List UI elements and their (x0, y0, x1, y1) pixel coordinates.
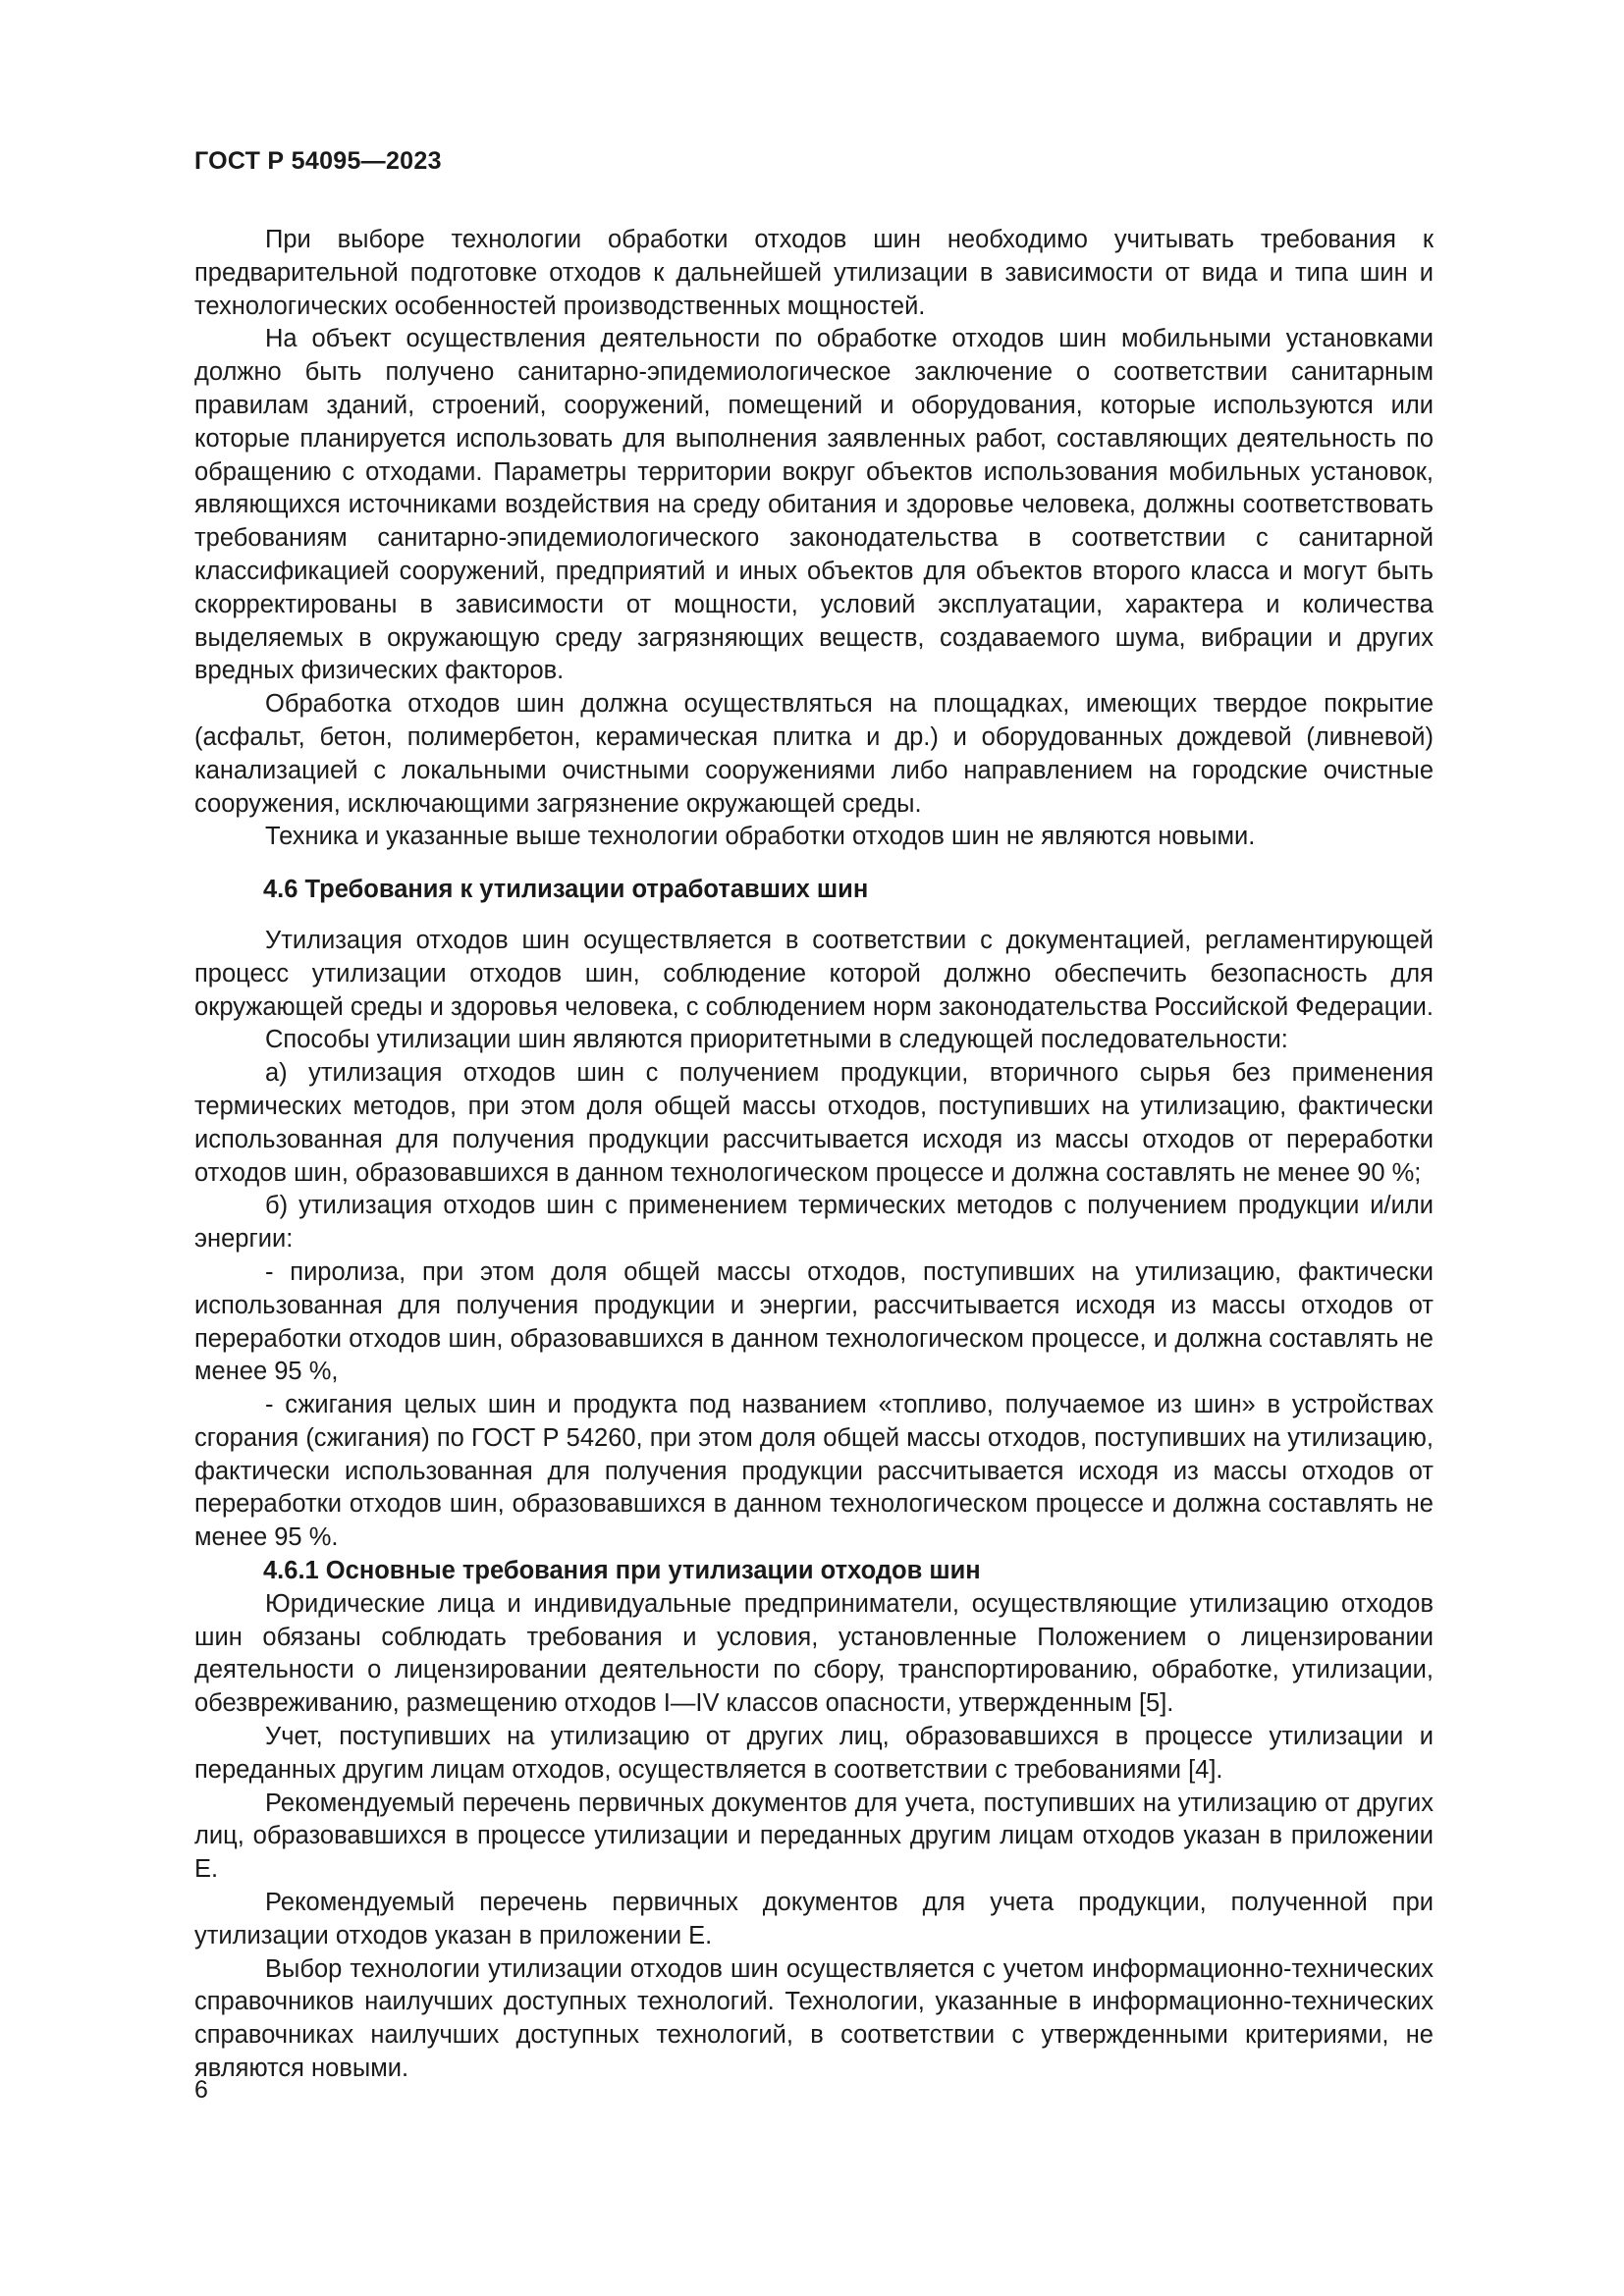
list-item-combustion: - сжигания целых шин и продукта под названием «топливо, получаемое из шин» в устройствах сгорания (сжигания) по ГОСТ Р 54260, при этом доля общей массы отходов, поступивших на утилизацию, фактически использованная для получения продукции рассчитывается исходя из массы отходов от переработки отходов шин, образовавшихся в данном технологическом процессе и должна составлять не менее 95 %. (194, 1391, 1434, 1552)
document-body (194, 224, 1434, 2086)
paragraph-processing-sites: Обработка отходов шин должна осуществляться на площадках, имеющих твердое покрытие (асфальт, бетон, полимербетон, керамическая плитка и др.) и оборудованных дождевой (ливневой) канализацией с локальными очистными сооружениями либо направлением на городские очистные сооружения, исключающими загрязнение окружающей среды. (194, 690, 1434, 818)
paragraph-primary-docs-waste: Рекомендуемый перечень первичных документов для учета, поступивших на утилизацию от других лиц, образовавшихся в процессе утилизации и переданных другим лицам отходов указан в приложении Е. (194, 1789, 1434, 1884)
paragraph-priority-order: Способы утилизации шин являются приоритетными в следующей последовательности: (265, 1026, 1288, 1054)
section-heading-4-6: 4.6 Требования к утилизации отработавших шин (263, 876, 869, 904)
page-number: 6 (194, 2076, 208, 2104)
paragraph-technology-choice: При выборе технологии обработки отходов шин необходимо учитывать требования к предварительной подготовке отходов к дальнейшей утилизации в зависимости от вида и типа шин и технологических особенностей производственных мощностей. (194, 226, 1434, 320)
paragraph-best-technologies: Выбор технологии утилизации отходов шин осуществляется с учетом информационно-технических справочников наилучших доступных технологий. Технологии, указанные в информационно-технических справочниках наилучших доступных технологий, в соответствии с утвержденными критериями, не являются новыми. (194, 1954, 1434, 2083)
document-code-header: ГОСТ Р 54095—2023 (194, 147, 442, 175)
list-item-b: б) утилизация отходов шин с применением термических методов с получением продукции и/или энергии: (194, 1192, 1434, 1254)
list-item-pyrolysis: - пиролиза, при этом доля общей массы отходов, поступивших на утилизацию, фактически использованная для получения продукции и энергии, рассчитывается исходя из массы отходов от переработки отходов шин, образовавшихся в данном технологическом процессе, и должна составлять не менее 95 %, (194, 1257, 1434, 1386)
section-heading-4-6-1: 4.6.1 Основные требования при утилизации отходов шин (263, 1557, 981, 1585)
paragraph-license-requirements: Юридические лица и индивидуальные предприниматели, осуществляющие утилизацию отходов шин обязаны соблюдать требования и условия, установленные Положением о лицензировании деятельности о лицензировании деятельности по сбору, транспортированию, обработке, утилизации, обезвреживанию, размещению отходов I—IV классов опасности, утвержденным [5]. (194, 1589, 1434, 1718)
paragraph-primary-docs-products: Рекомендуемый перечень первичных документов для учета продукции, полученной при утилизации отходов указан в приложении Е. (194, 1889, 1434, 1949)
paragraph-accounting: Учет, поступивших на утилизацию от других лиц, образовавшихся в процессе утилизации и переданных другим лицам отходов, осуществляется в соответствии с требованиями [4]. (194, 1723, 1434, 1784)
paragraph-sanitary-conclusion: На объект осуществления деятельности по обработке отходов шин мобильными установками должно быть получено санитарно-эпидемиологическое заключение о соответствии санитарным правилам зданий, строений, сооружений, помещений и оборудования, которые используются или которые планируется использовать для выполнения заявленных работ, составляющих деятельность по обращению с отходами. Параметры территории вокруг объектов использования мобильных установок, являющихся источниками воздействия на среду обитания и здоровье человека, должны соответствовать требованиям санитарно-эпидемиологического законодательства в соответствии с санитарной классификацией сооружений, предприятий и иных объектов для объектов второго класса и могут быть скорректированы в зависимости от мощности, условий эксплуатации, характера и количества выделяемых в окружающую среду загрязняющих веществ, создаваемого шума, вибрации и других вредных физических факторов. (194, 325, 1434, 685)
paragraph-not-new-processing: Техника и указанные выше технологии обработки отходов шин не являются новыми. (265, 823, 1256, 851)
paragraph-utilization-docs: Утилизация отходов шин осуществляется в соответствии с документацией, регламентирующей процесс утилизации отходов шин, соблюдение которой должно обеспечить безопасность для окружающей среды и здоровья человека, с соблюдением норм законодательства Российской Федерации. (194, 926, 1434, 1021)
list-item-a: а) утилизация отходов шин с получением продукции, вторичного сырья без применения термических методов, при этом доля общей массы отходов, поступивших на утилизацию, фактически использованная для получения продукции рассчитывается исходя из массы отходов от переработки отходов шин, образовавшихся в данном технологическом процессе и должна составлять не менее 90 %; (194, 1059, 1434, 1187)
